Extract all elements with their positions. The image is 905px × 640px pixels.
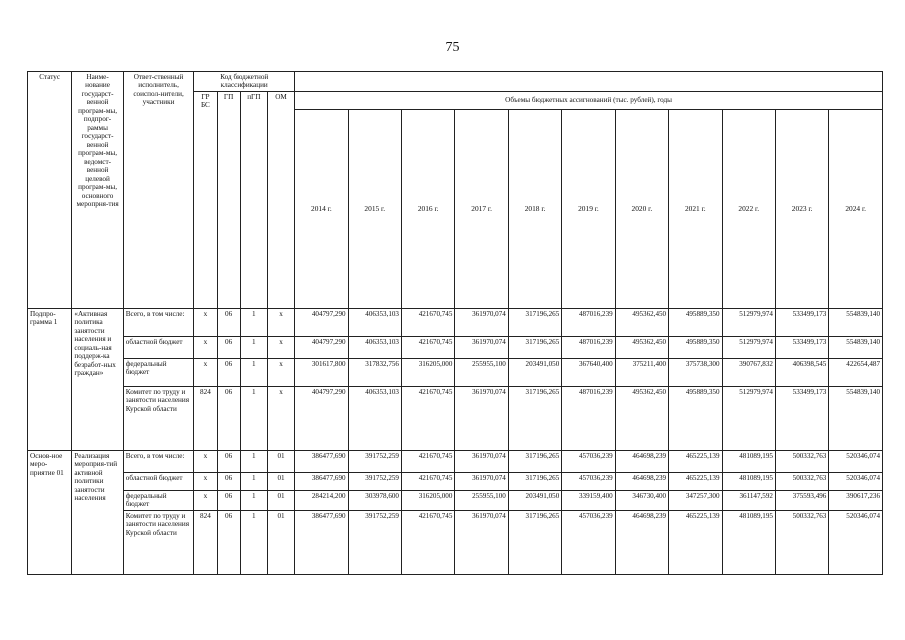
code-grbs-cell: x bbox=[194, 358, 217, 386]
code-pgp-cell: 1 bbox=[240, 308, 267, 336]
value-cell: 386477,690 bbox=[295, 450, 348, 472]
value-cell: 487016,239 bbox=[562, 336, 615, 358]
value-cell: 361970,074 bbox=[455, 386, 508, 450]
value-cell: 317196,265 bbox=[508, 450, 561, 472]
code-pgp-cell: 1 bbox=[240, 358, 267, 386]
value-cell: 406353,103 bbox=[348, 386, 401, 450]
value-cell: 500332,763 bbox=[775, 472, 828, 490]
table-row bbox=[28, 308, 883, 336]
code-om-cell: 01 bbox=[267, 450, 294, 472]
code-gp-cell: 06 bbox=[217, 386, 240, 450]
value-cell: 346730,400 bbox=[615, 490, 668, 510]
value-cell: 303978,600 bbox=[348, 490, 401, 510]
header-year-9: 2023 г. bbox=[775, 109, 828, 308]
value-cell: 495889,350 bbox=[669, 336, 722, 358]
value-cell: 465225,139 bbox=[669, 510, 722, 574]
code-pgp-cell: 1 bbox=[240, 510, 267, 574]
value-cell: 361970,074 bbox=[455, 510, 508, 574]
executor-cell: Всего, в том числе: bbox=[123, 308, 194, 336]
code-om-cell: 01 bbox=[267, 510, 294, 574]
value-cell: 465225,139 bbox=[669, 472, 722, 490]
executor-cell: областной бюджет bbox=[123, 336, 194, 358]
value-cell: 255955,100 bbox=[455, 358, 508, 386]
value-cell: 375211,400 bbox=[615, 358, 668, 386]
value-cell: 203491,050 bbox=[508, 490, 561, 510]
value-cell: 487016,239 bbox=[562, 308, 615, 336]
value-cell: 465225,139 bbox=[669, 450, 722, 472]
value-cell: 421670,745 bbox=[401, 308, 454, 336]
value-cell: 361147,592 bbox=[722, 490, 775, 510]
code-grbs-cell: x bbox=[194, 450, 217, 472]
value-cell: 361970,074 bbox=[455, 450, 508, 472]
header-year-3: 2017 г. bbox=[455, 109, 508, 308]
code-gp-cell: 06 bbox=[217, 510, 240, 574]
value-cell: 347257,300 bbox=[669, 490, 722, 510]
value-cell: 481089,195 bbox=[722, 510, 775, 574]
status-cell: Основ-ное меро-приятие 01 bbox=[28, 450, 72, 574]
value-cell: 533499,173 bbox=[775, 336, 828, 358]
value-cell: 421670,745 bbox=[401, 386, 454, 450]
value-cell: 391752,259 bbox=[348, 472, 401, 490]
program-name-cell: Реализация мероприя-тий активной политики занятости населения bbox=[72, 450, 123, 574]
value-cell: 481089,195 bbox=[722, 450, 775, 472]
code-gp-cell: 06 bbox=[217, 308, 240, 336]
code-grbs-cell: x bbox=[194, 490, 217, 510]
value-cell: 404797,290 bbox=[295, 386, 348, 450]
header-year-1: 2015 г. bbox=[348, 109, 401, 308]
code-grbs-cell: x bbox=[194, 308, 217, 336]
code-om-cell: x bbox=[267, 308, 294, 336]
code-om-cell: x bbox=[267, 358, 294, 386]
value-cell: 495362,450 bbox=[615, 308, 668, 336]
header-year-4: 2018 г. bbox=[508, 109, 561, 308]
value-cell: 404797,290 bbox=[295, 308, 348, 336]
executor-cell: федеральный бюджет bbox=[123, 490, 194, 510]
header-code-grbs: ГР БС bbox=[194, 91, 217, 308]
value-cell: 554839,140 bbox=[829, 336, 883, 358]
value-cell: 391752,259 bbox=[348, 450, 401, 472]
value-cell: 495362,450 bbox=[615, 386, 668, 450]
value-cell: 255955,100 bbox=[455, 490, 508, 510]
value-cell: 481089,195 bbox=[722, 472, 775, 490]
header-year-8: 2022 г. bbox=[722, 109, 775, 308]
value-cell: 406398,545 bbox=[775, 358, 828, 386]
value-cell: 421670,745 bbox=[401, 450, 454, 472]
header-classification: Код бюджетной классификации bbox=[194, 72, 295, 92]
value-cell: 495889,350 bbox=[669, 386, 722, 450]
table-row bbox=[28, 386, 883, 450]
table-row bbox=[28, 472, 883, 490]
value-cell: 284214,200 bbox=[295, 490, 348, 510]
value-cell: 457036,239 bbox=[562, 472, 615, 490]
code-pgp-cell: 1 bbox=[240, 450, 267, 472]
header-year-5: 2019 г. bbox=[562, 109, 615, 308]
table-row bbox=[28, 450, 883, 472]
code-gp-cell: 06 bbox=[217, 358, 240, 386]
value-cell: 495362,450 bbox=[615, 336, 668, 358]
value-cell: 317832,756 bbox=[348, 358, 401, 386]
page-number: 75 bbox=[445, 40, 460, 55]
header-year-6: 2020 г. bbox=[615, 109, 668, 308]
code-pgp-cell: 1 bbox=[240, 490, 267, 510]
value-cell: 361970,074 bbox=[455, 308, 508, 336]
table-row bbox=[28, 510, 883, 574]
value-cell: 317196,265 bbox=[508, 510, 561, 574]
value-cell: 390767,832 bbox=[722, 358, 775, 386]
value-cell: 390617,236 bbox=[829, 490, 883, 510]
value-cell: 464698,239 bbox=[615, 450, 668, 472]
value-cell: 375593,496 bbox=[775, 490, 828, 510]
code-grbs-cell: 824 bbox=[194, 386, 217, 450]
header-program-name: Наиме-нование государст-венной програм-мы, подпрог-раммы государст-венной програм-мы, ведомст-венной целевой програм-мы, основного меропрня-тия bbox=[72, 72, 123, 309]
header-code-om: ОМ bbox=[267, 91, 294, 308]
header-year-10: 2024 г. bbox=[829, 109, 883, 308]
value-cell: 457036,239 bbox=[562, 510, 615, 574]
code-om-cell: 01 bbox=[267, 490, 294, 510]
value-cell: 316205,000 bbox=[401, 358, 454, 386]
value-cell: 367640,400 bbox=[562, 358, 615, 386]
value-cell: 457036,239 bbox=[562, 450, 615, 472]
value-cell: 487016,239 bbox=[562, 386, 615, 450]
header-year-gap bbox=[295, 72, 883, 92]
value-cell: 301617,800 bbox=[295, 358, 348, 386]
value-cell: 422654,487 bbox=[829, 358, 883, 386]
value-cell: 317196,265 bbox=[508, 472, 561, 490]
executor-cell: областной бюджет bbox=[123, 472, 194, 490]
value-cell: 554839,140 bbox=[829, 308, 883, 336]
header-code-pgp: пГП bbox=[240, 91, 267, 308]
program-name-cell: «Активная политика занятости населения и социаль-ная поддерж-ка безработ-ных граждан» bbox=[72, 308, 123, 450]
executor-cell: Комитет по труду и занятости населения Курской области bbox=[123, 510, 194, 574]
header-year-0: 2014 г. bbox=[295, 109, 348, 308]
code-gp-cell: 06 bbox=[217, 336, 240, 358]
value-cell: 500332,763 bbox=[775, 450, 828, 472]
value-cell: 317196,265 bbox=[508, 308, 561, 336]
table-row bbox=[28, 358, 883, 386]
table-row bbox=[28, 490, 883, 510]
value-cell: 421670,745 bbox=[401, 510, 454, 574]
value-cell: 391752,259 bbox=[348, 510, 401, 574]
header-code-gp: ГП bbox=[217, 91, 240, 308]
value-cell: 533499,173 bbox=[775, 386, 828, 450]
value-cell: 203491,050 bbox=[508, 358, 561, 386]
value-cell: 361970,074 bbox=[455, 472, 508, 490]
code-gp-cell: 06 bbox=[217, 490, 240, 510]
value-cell: 421670,745 bbox=[401, 472, 454, 490]
value-cell: 375738,300 bbox=[669, 358, 722, 386]
code-om-cell: x bbox=[267, 336, 294, 358]
code-pgp-cell: 1 bbox=[240, 386, 267, 450]
value-cell: 464698,239 bbox=[615, 472, 668, 490]
value-cell: 520346,074 bbox=[829, 472, 883, 490]
value-cell: 421670,745 bbox=[401, 336, 454, 358]
value-cell: 317196,265 bbox=[508, 386, 561, 450]
value-cell: 500332,763 bbox=[775, 510, 828, 574]
value-cell: 339159,400 bbox=[562, 490, 615, 510]
value-cell: 520346,074 bbox=[829, 450, 883, 472]
header-year-7: 2021 г. bbox=[669, 109, 722, 308]
table-row bbox=[28, 336, 883, 358]
header-year-2: 2016 г. bbox=[401, 109, 454, 308]
value-cell: 406353,103 bbox=[348, 308, 401, 336]
code-om-cell: 01 bbox=[267, 472, 294, 490]
value-cell: 512979,974 bbox=[722, 308, 775, 336]
value-cell: 404797,290 bbox=[295, 336, 348, 358]
value-cell: 406353,103 bbox=[348, 336, 401, 358]
status-cell: Подпро-грамма 1 bbox=[28, 308, 72, 450]
executor-cell: Комитет по труду и занятости населения Курской области bbox=[123, 386, 194, 450]
value-cell: 316205,000 bbox=[401, 490, 454, 510]
code-gp-cell: 06 bbox=[217, 472, 240, 490]
value-cell: 495889,350 bbox=[669, 308, 722, 336]
value-cell: 317196,265 bbox=[508, 336, 561, 358]
value-cell: 464698,239 bbox=[615, 510, 668, 574]
value-cell: 512979,974 bbox=[722, 386, 775, 450]
code-grbs-cell: 824 bbox=[194, 510, 217, 574]
code-grbs-cell: x bbox=[194, 336, 217, 358]
value-cell: 386477,690 bbox=[295, 472, 348, 490]
value-cell: 520346,074 bbox=[829, 510, 883, 574]
value-cell: 512979,974 bbox=[722, 336, 775, 358]
value-cell: 361970,074 bbox=[455, 336, 508, 358]
budget-table bbox=[27, 71, 883, 575]
header-status: Статус bbox=[28, 72, 72, 309]
executor-cell: Всего, в том числе: bbox=[123, 450, 194, 472]
value-cell: 386477,690 bbox=[295, 510, 348, 574]
code-grbs-cell: x bbox=[194, 472, 217, 490]
code-gp-cell: 06 bbox=[217, 450, 240, 472]
code-om-cell: x bbox=[267, 386, 294, 450]
value-cell: 554839,140 bbox=[829, 386, 883, 450]
header-volumes: Объемы бюджетных ассигнований (тыс. рублей), годы bbox=[295, 91, 883, 109]
value-cell: 533499,173 bbox=[775, 308, 828, 336]
code-pgp-cell: 1 bbox=[240, 336, 267, 358]
header-executor: Ответ-ственный исполнитель, соиспол-нители, участники bbox=[123, 72, 194, 309]
executor-cell: федеральный бюджет bbox=[123, 358, 194, 386]
code-pgp-cell: 1 bbox=[240, 472, 267, 490]
